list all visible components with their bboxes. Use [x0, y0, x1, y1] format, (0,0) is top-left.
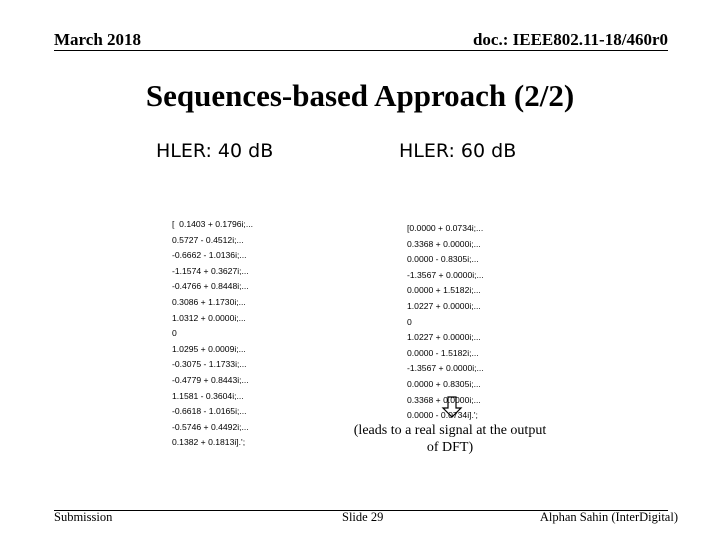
sequence-value: 0.5727 - 0.4512i;... [172, 234, 244, 245]
sequence-list-40db [172, 217, 253, 451]
sequence-value: 0.0000 + 0.8305i;... [407, 378, 481, 389]
sequence-value: -0.3075 - 1.1733i;... [172, 359, 247, 370]
sequence-value: -0.4766 + 0.8448i;... [172, 281, 249, 292]
sequence-value: [0.0000 + 0.0734i;... [407, 223, 484, 233]
down-arrow-icon [440, 395, 464, 419]
sequence-value: [ 0.1403 + 0.1796i;... [172, 219, 253, 229]
header-doc-id: doc.: IEEE802.11-18/460r0 [472, 30, 668, 49]
sequence-value: 0.1382 + 0.1813i].'; [172, 437, 246, 448]
sequence-value: -1.3567 + 0.0000i;... [407, 269, 484, 280]
sequence-value: 1.0312 + 0.0000i;... [172, 312, 246, 323]
sequence-value: 0.0000 - 0.8305i;... [407, 254, 479, 265]
footer-submission: Submission [54, 510, 113, 524]
sequence-value: 0 [407, 316, 412, 327]
sequence-value: 0.3368 + 0.0000i;... [407, 238, 481, 249]
column-heading-40db: HLER: 40 dB [156, 140, 274, 162]
note-text: (leads to a real signal at the output of DFT) [353, 423, 547, 455]
sequence-value: 0.3368 + 0.0000i;... [407, 394, 481, 405]
footer-author: Alphan Sahin (InterDigital) [539, 510, 678, 524]
sequence-value: -0.4779 + 0.8443i;... [172, 374, 249, 385]
sequence-value: -1.1574 + 0.3627i;... [172, 265, 249, 276]
sequence-list-60db [407, 221, 484, 424]
sequence-value: -1.3567 + 0.0000i;... [407, 363, 484, 374]
sequence-value: 1.0227 + 0.0000i;... [407, 332, 481, 343]
header-rule [54, 50, 668, 51]
sequence-value: 0.0000 + 1.5182i;... [407, 285, 481, 296]
sequence-value: -0.6662 - 1.0136i;... [172, 250, 247, 261]
header-date: March 2018 [54, 30, 142, 49]
sequence-value: 0 [172, 328, 177, 339]
sequence-value: 1.0295 + 0.0009i;... [172, 343, 246, 354]
slide-title: Sequences-based Approach (2/2) [145, 78, 575, 113]
sequence-value: 0.0000 - 1.5182i;... [407, 347, 479, 358]
sequence-value: -0.5746 + 0.4492i;... [172, 421, 249, 432]
sequence-value: 1.1581 - 0.3604i;... [172, 390, 244, 401]
column-heading-60db: HLER: 60 dB [399, 140, 517, 162]
sequence-value: 1.0227 + 0.0000i;... [407, 300, 481, 311]
sequence-value: 0.0000 - 0.0734i].'; [407, 410, 478, 421]
footer-slide-number: Slide 29 [342, 510, 384, 524]
sequence-value: 0.3086 + 1.1730i;... [172, 296, 246, 307]
sequence-value: -0.6618 - 1.0165i;... [172, 406, 247, 417]
